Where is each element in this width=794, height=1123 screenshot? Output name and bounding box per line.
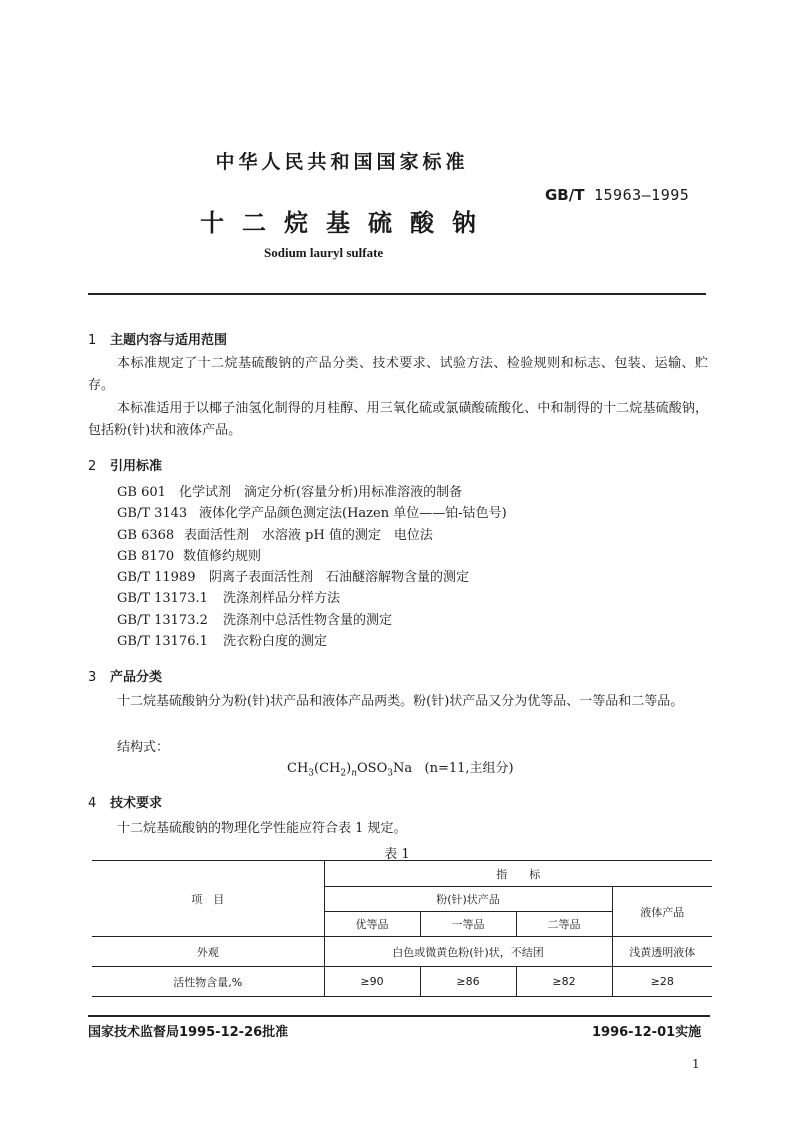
row-value: ≥28 [612, 967, 712, 997]
row-value: ≥82 [516, 967, 612, 997]
reference-item [117, 588, 507, 609]
section-1-paragraph-1: 本标准规定了十二烷基硫酸钠的产品分类、技术要求、试验方法、检验规则和标志、包装、运输、贮存。 [88, 356, 708, 393]
page-number: 1 [692, 1057, 700, 1071]
reference-code: GB/T 13176.1 [117, 634, 208, 650]
reference-name: 数值修约规则 [183, 548, 262, 564]
section-2-number: 2 [88, 459, 97, 474]
section-2-heading [88, 455, 162, 474]
row-value: 浅黄透明液体 [612, 937, 712, 967]
reference-code: GB 601 [117, 485, 166, 500]
reference-item [117, 631, 507, 652]
reference-item [117, 610, 507, 631]
row-value: 白色或微黄色粉(针)状，不结团 [324, 937, 612, 967]
reference-name: 洗涤剂中总活性物含量的测定 [223, 612, 393, 628]
table-1 [92, 860, 712, 997]
reference-code: GB/T 3143 [117, 506, 188, 522]
header-grade: 优等品 [324, 912, 420, 937]
row-value: ≥90 [324, 967, 420, 997]
standard-code [545, 186, 689, 204]
section-1-heading [88, 329, 227, 348]
header-index: 指 标 [324, 861, 712, 887]
section-4-title: 技术要求 [110, 796, 163, 811]
section-3-heading [88, 666, 162, 685]
effective-date: 1996-12-01实施 [592, 1025, 702, 1040]
national-standard-heading: 中华人民共和国国家标准 [215, 151, 469, 173]
section-2-title: 引用标准 [110, 459, 163, 474]
approval-date: 国家技术监督局1995-12-26批准 [88, 1025, 289, 1040]
header-grade: 一等品 [420, 912, 516, 937]
reference-item [117, 503, 507, 524]
header-grade: 二等品 [516, 912, 612, 937]
section-4-paragraph-1: 十二烷基硫酸钠的物理化学性能应符合表 1 规定。 [117, 821, 407, 836]
section-1-paragraph-2: 本标准适用于以椰子油氢化制得的月桂醇、用三氧化硫或氯磺酸硫酸化、中和制得的十二烷基硫酸钠，包括粉(针)状和液体产品。 [88, 401, 708, 438]
section-3-title: 产品分类 [110, 670, 163, 685]
reference-name: 化学试剂 滴定分析(容量分析)用标准溶液的制备 [179, 485, 463, 500]
reference-name: 表面活性剂 水溶液 pH 值的测定 电位法 [184, 527, 433, 543]
section-3-paragraph-1: 十二烷基硫酸钠分为粉(针)状产品和液体产品两类。粉(针)状产品又分为优等品、一等品和二等品。 [117, 694, 684, 709]
document-title-cn: 十二烷基硫酸钠 [200, 209, 494, 237]
reference-name: 洗衣粉白度的测定 [223, 634, 328, 650]
reference-list [117, 482, 507, 652]
reference-item [117, 525, 507, 546]
table-row [92, 937, 712, 967]
structural-formula: $CH_3(CH_2)_nOSO_3Na$ (n=11,主组分) [287, 761, 514, 779]
reference-item [117, 482, 507, 503]
reference-code: GB 6368 [117, 527, 175, 543]
reference-code: GB 8170 [117, 548, 175, 564]
reference-code: GB/T 11989 [117, 570, 196, 586]
reference-name: 洗涤剂样品分样方法 [223, 591, 341, 607]
formula-label: 结构式： [117, 740, 170, 755]
header-liquid: 液体产品 [612, 887, 712, 937]
section-4-heading [88, 792, 162, 811]
standard-prefix: GB/T [545, 186, 585, 204]
header-divider [88, 293, 706, 295]
section-4-number: 4 [88, 796, 97, 811]
row-value: ≥86 [420, 967, 516, 997]
reference-item [117, 546, 507, 567]
section-1-title: 主题内容与适用范围 [110, 333, 228, 348]
reference-name: 阴离子表面活性剂 石油醚溶解物含量的测定 [209, 570, 470, 586]
header-powder: 粉(针)状产品 [324, 887, 612, 912]
reference-code: GB/T 13173.1 [117, 591, 208, 607]
document-title-en: Sodium lauryl sulfate [264, 245, 384, 260]
reference-code: GB/T 13173.2 [117, 612, 208, 628]
formula-note: (n=11,主组分) [424, 761, 514, 776]
row-item: 活性物含量,% [92, 967, 324, 997]
reference-item [117, 567, 507, 588]
standard-number: 15963—1995 [594, 186, 690, 204]
footer-divider [88, 1015, 710, 1017]
section-3-number: 3 [88, 670, 97, 685]
table-row [92, 967, 712, 997]
header-item: 项 目 [92, 861, 324, 937]
row-item: 外观 [92, 937, 324, 967]
table-1-caption: 表 1 [384, 847, 410, 862]
reference-name: 液体化学产品颜色测定法(Hazen 单位——铂-钴色号) [199, 506, 507, 522]
section-1-number: 1 [88, 333, 97, 348]
